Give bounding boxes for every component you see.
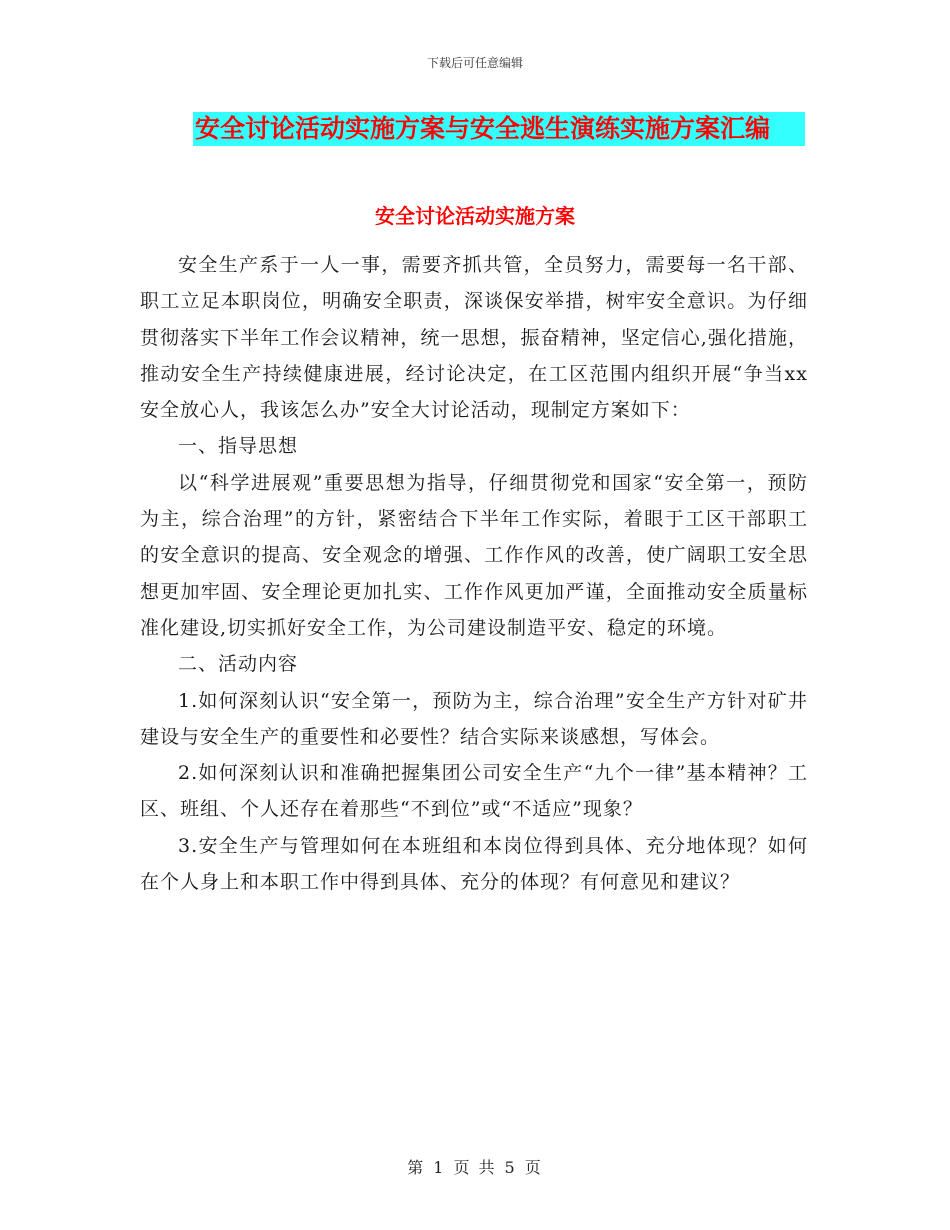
footer-prefix: 第 [407,1158,426,1177]
footer-suffix: 页 [524,1158,543,1177]
document-body [140,247,808,900]
page-footer [0,1155,950,1178]
document-main-title: 安全讨论活动实施方案与安全逃生演练实施方案汇编 [193,112,805,146]
activity-item-3: 3.安全生产与管理如何在本班组和本岗位得到具体、充分地体现？如何在个人身上和本职工作中得到具体、充分的体现？有何意见和建议？ [140,834,808,894]
guiding-ideology-paragraph: 以“科学进展观”重要思想为指导，仔细贯彻党和国家“安全第一，预防为主，综合治理”的方针，紧密结合下半年工作实际，着眼于工区干部职工的安全意识的提高、安全观念的增强、工作作风的改善，使广阔职工安全思想更加牢固、安全理论更加扎实、工作作风更加严谨，全面推动安全质量标准化建设,切实抓好安全工作，为公司建设制造平安、稳定的环境。 [140,471,808,639]
activity-item-2: 2.如何深刻认识和准确把握集团公司安全生产“九个一律”基本精神？工区、班组、个人还存在着那些“不到位”或“不适应”现象？ [140,762,808,821]
section-title: 安全讨论活动实施方案 [375,204,575,228]
footer-middle: 页 共 [453,1158,497,1177]
footer-total-pages: 5 [504,1158,517,1177]
activity-item-1: 1.如何深刻认识“安全第一，预防为主，综合治理”安全生产方针对矿井建设与安全生产的重要性和必要性？结合实际来谈感想，写体会。 [140,689,808,748]
intro-paragraph: 安全生产系于一人一事，需要齐抓共管，全员努力，需要每一名干部、职工立足本职岗位，明确安全职责，深谈保安举措，树牢安全意识。为仔细贯彻落实下半年工作会议精神，统一思想，振奋精神，坚定信心,强化措施，推动安全生产持续健康进展，经讨论决定，在工区范围内组织开展“争当xx安全放心人，我该怎么办”安全大讨论活动，现制定方案如下： [140,254,808,422]
heading-activity-content: 二、活动内容 [178,653,299,676]
header-note: 下载后可任意编辑 [426,56,523,70]
footer-current-page: 1 [433,1158,446,1177]
heading-guiding-ideology: 一、指导思想 [178,435,299,458]
